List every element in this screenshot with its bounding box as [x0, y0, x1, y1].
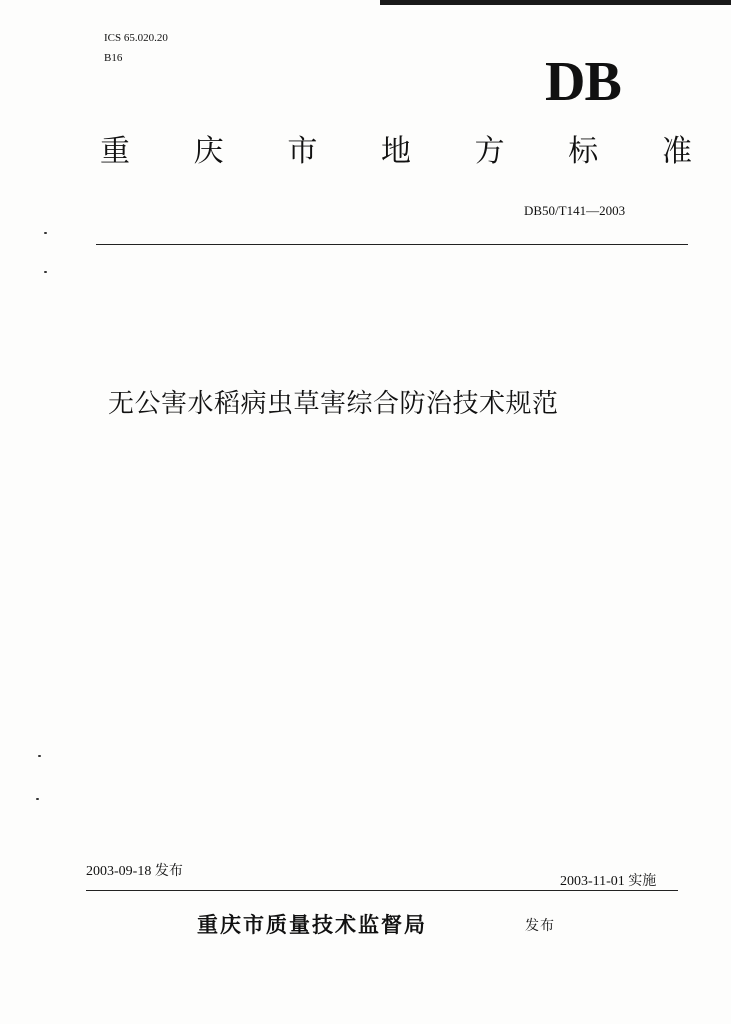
standard-type-char: 准	[661, 134, 692, 169]
scan-speck	[36, 798, 39, 800]
publish-date: 2003-09-18 发布	[86, 864, 183, 879]
standard-type-char: 地	[380, 134, 411, 169]
scan-border	[380, 0, 731, 5]
footer-divider	[86, 890, 678, 891]
scan-speck	[44, 232, 47, 234]
standard-type-heading	[100, 130, 692, 174]
standard-type-char: 标	[568, 134, 599, 169]
header-divider	[96, 244, 688, 245]
scan-speck	[38, 755, 41, 757]
issuing-authority: 重庆市质量技术监督局	[197, 913, 427, 937]
standard-type-char: 重	[100, 134, 130, 169]
implement-date: 2003-11-01 实施	[560, 874, 657, 889]
standard-type-char: 市	[287, 134, 318, 169]
document-title: 无公害水稻病虫草害综合防治技术规范	[108, 389, 559, 419]
standard-type-char: 方	[474, 134, 505, 169]
standard-code: DB50/T141—2003	[524, 203, 626, 218]
ics-code: ICS 65.020.20	[104, 32, 168, 44]
classification-code: B16	[104, 52, 123, 64]
standard-type-char: 庆	[193, 134, 224, 169]
scan-speck	[44, 271, 47, 273]
db-logo-mark: DB	[545, 51, 621, 113]
issuing-label: 发布	[525, 918, 555, 934]
